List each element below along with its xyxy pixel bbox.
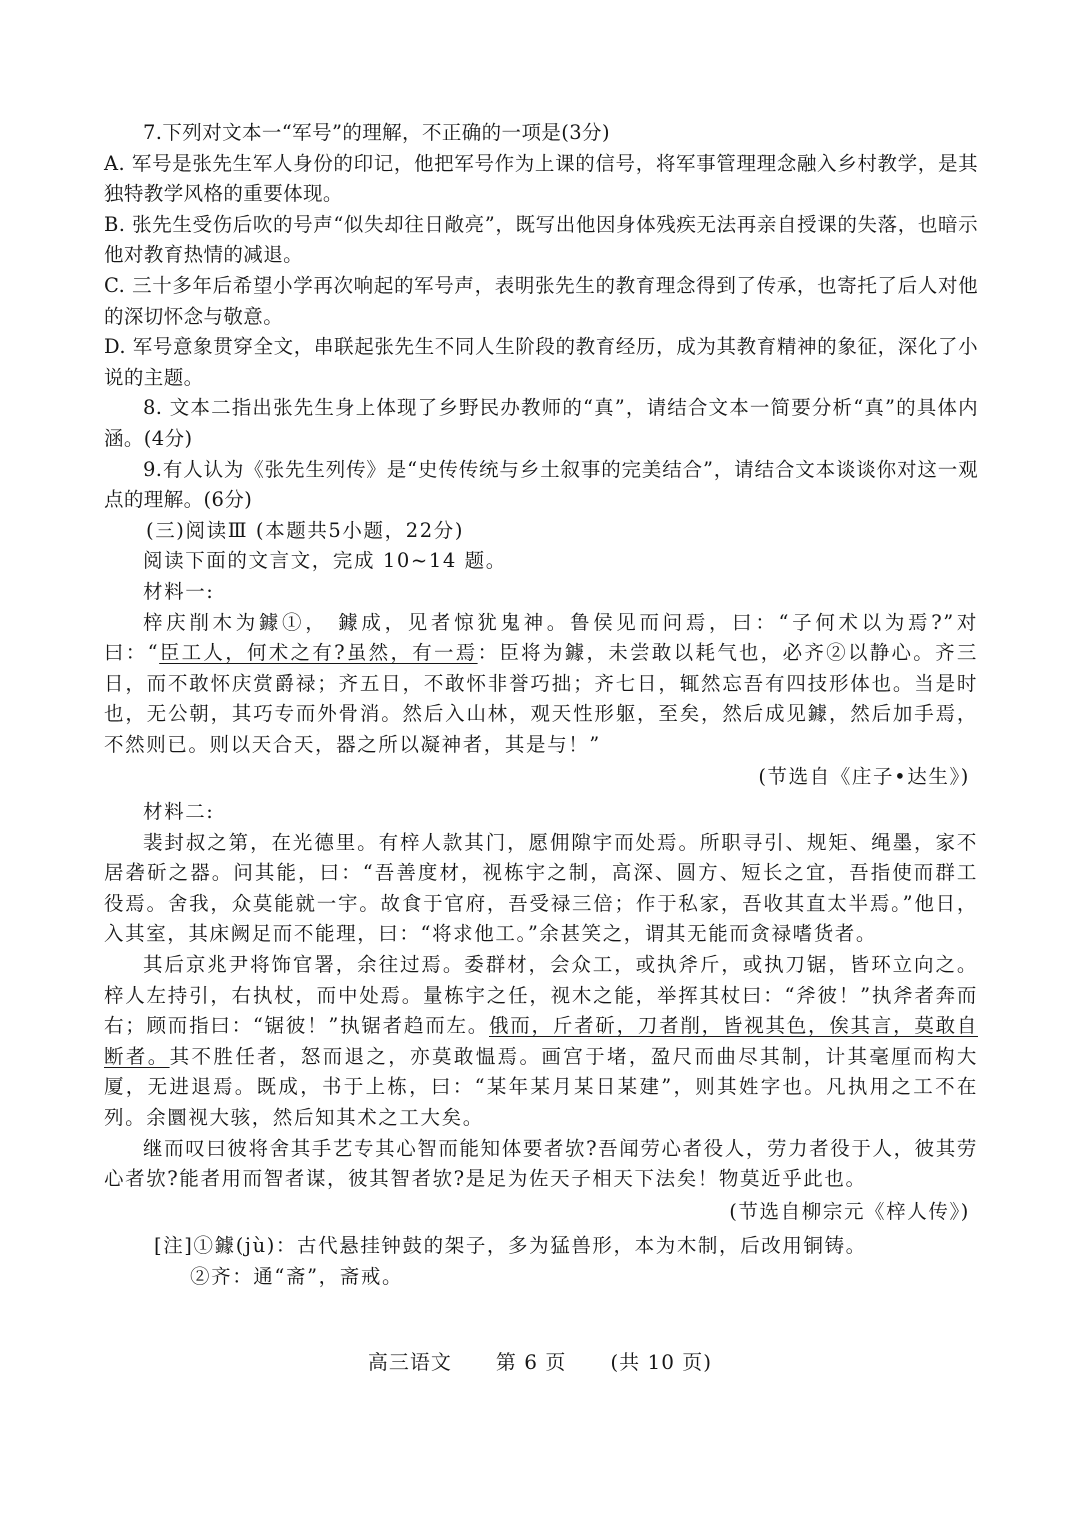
question-8: 8. 文本二指出张先生身上体现了乡野民办教师的“真”，请结合文本一简要分析“真”的具体内涵。(4分) [104, 396, 978, 450]
material-1-text-a: 梓庆削木为鐻①， 鐻成，见者惊犹鬼神。鲁侯见而问焉，曰：“子何术以为焉?”对曰：“ [104, 610, 978, 665]
question-7-option-a: A. 军号是张先生军人身份的印记，他把军号作为上课的信号，将军事管理理念融入乡村教学，是其独特教学风格的重要体现。 [104, 151, 978, 206]
underlined-sentence-2: 俄而，斤者斫，刀者削，皆视其色，俟其言，莫敢自断者。 [104, 1014, 978, 1068]
page-footer [0, 1346, 1080, 1375]
question-7 [104, 118, 978, 393]
section-heading: (三)阅读Ⅲ (本题共5小题，22分) [146, 518, 465, 542]
material-1-source: (节选自《庄子•达生》) [758, 765, 970, 789]
underlined-sentence-1: 臣工人，何术之有?虽然，有一焉 [159, 641, 478, 665]
material-2-paragraph-2 [104, 950, 978, 1134]
material-2-paragraph-1: 裴封叔之第，在光德里。有梓人款其门，愿佣隙宇而处焉。所职寻引、规矩、绳墨，家不居砻斫之器。问其能，曰：“吾善度材，视栋宇之制，高深、圆方、短长之宜，吾指使而群工役焉。舍我，众莫能就一宇。故食于官府，吾受禄三倍；作于私家，吾收其直太半焉。”他日，入其室，其床阙足而不能理，曰：“将求他工。”余甚笑之，谓其无能而贪禄嗜货者。 [104, 830, 978, 946]
question-7-option-c: C. 三十多年后希望小学再次响起的军号声，表明张先生的教育理念得到了传承，也寄托了后人对他的深切怀念与敬意。 [104, 273, 978, 328]
material-2-label: 材料二: [143, 800, 215, 824]
material-1-text-b: ：臣将为鐻，未尝敢以耗气也，必齐②以静心。齐三日，而不敢怀庆赏爵禄；齐五日，不敢怀非誉巧拙；齐七日，辄然忘吾有四技形体也。当是时也，无公朝，其巧专而外骨消。然后入山林，观天性形躯，至矣，然后成见鐻，然后加手焉，不然则已。则以天合天，器之所以凝神者，其是与！” [104, 641, 978, 756]
material-1-text [104, 608, 978, 761]
material-2-source: (节选自柳宗元《梓人传》) [729, 1199, 970, 1223]
material-2-paragraph-2-a: 其后京兆尹将饰官署，余往过焉。委群材，会众工，或执斧斤，或执刀锯，皆环立向之。梓人左持引，右执杖，而中处焉。量栋宇之任，视木之能，举挥其杖曰：“斧彼！”执斧者奔而右；顾而指曰：“锯彼！”执锯者趋而左。 [104, 953, 978, 1038]
question-9: 9.有人认为《张先生列传》是“史传传统与乡土叙事的完美结合”，请结合文本谈谈你对这一观点的理解。(6分) [104, 457, 978, 512]
material-1-label: 材料一: [143, 579, 215, 603]
question-7-option-b: B. 张先生受伤后吹的号声“似失却往日敞亮”，既写出他因身体残疾无法再亲自授课的失落，也暗示他对教育热情的减退。 [104, 212, 978, 267]
footer-total-pages: (共 10 页) [610, 1350, 713, 1374]
question-7-stem: 7.下列对文本一“军号”的理解，不正确的一项是(3分) [143, 121, 610, 144]
material-2-paragraph-3: 继而叹曰彼将舍其手艺专其心智而能知体要者欤?吾闻劳心者役人，劳力者役于人，彼其劳心者欤?能者用而智者谋，彼其智者欤?是足为佐天子相天下法矣！物莫近乎此也。 [104, 1136, 978, 1191]
question-7-option-d: D. 军号意象贯穿全文，串联起张先生不同人生阶段的教育经历，成为其教育精神的象征，深化了小说的主题。 [104, 335, 978, 389]
exam-page-body [104, 118, 978, 1293]
note-2: ②齐：通“斋”，斋戒。 [190, 1264, 404, 1288]
material-2-paragraph-2-b: 其不胜任者，怒而退之，亦莫敢愠焉。画宫于堵，盈尺而曲尽其制，计其毫厘而构大厦，无进退焉。既成，书于上栋，曰：“某年某月某日某建”，则其姓字也。凡执用之工不在列。余圜视大骇，然后知其术之工大矣。 [104, 1044, 978, 1129]
note-1: [注]①鐻(jù)：古代悬挂钟鼓的架子，多为猛兽形，本为木制，后改用铜铸。 [154, 1234, 867, 1258]
footer-page-number: 第 6 页 [495, 1350, 567, 1374]
footer-subject: 高三语文 [367, 1350, 452, 1374]
section-instruction: 阅读下面的文言文，完成 10~14 题。 [143, 549, 507, 573]
